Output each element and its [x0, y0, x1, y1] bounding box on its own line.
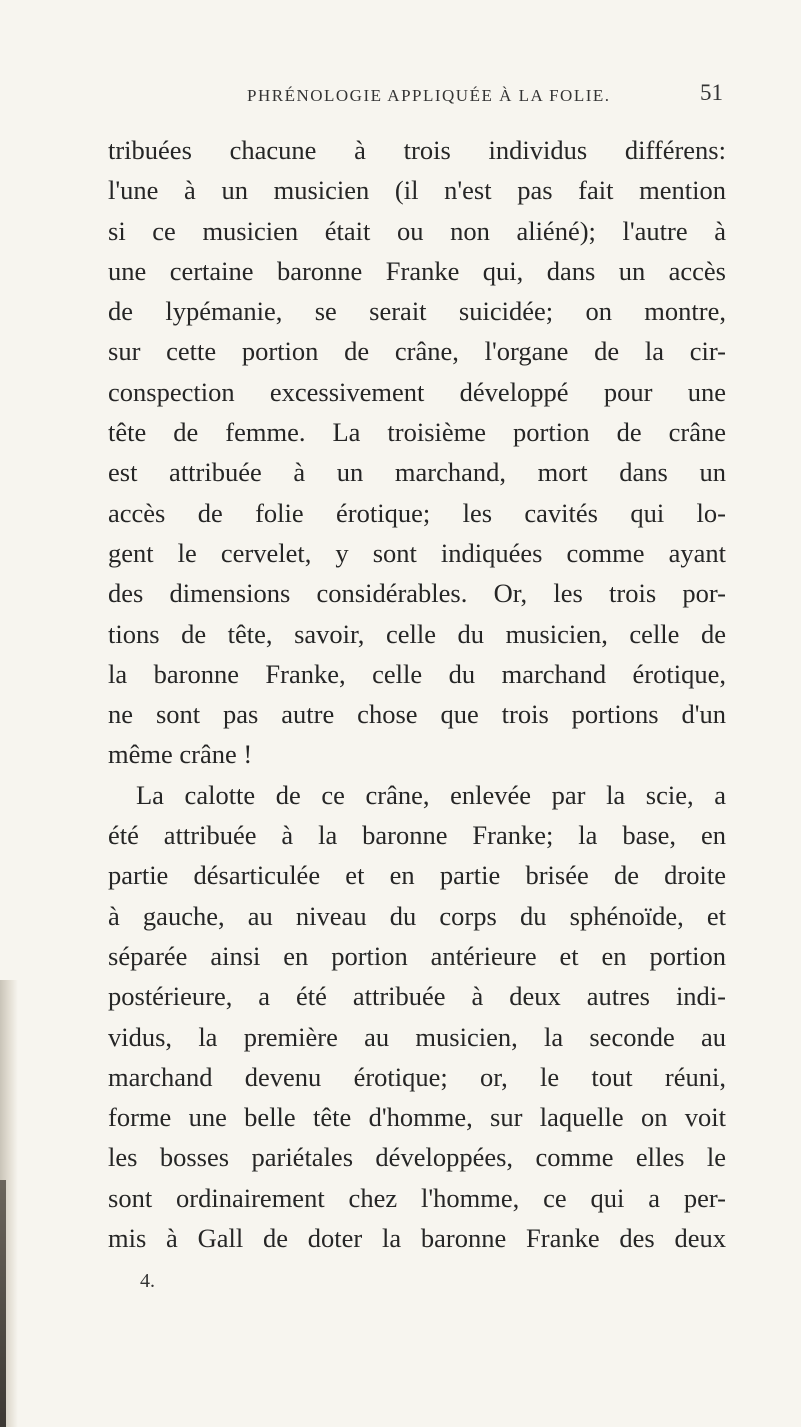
text-line: une certaine baronne Franke qui, dans un accès: [108, 255, 726, 286]
text-line: postérieure, a été attribuée à deux autres indi-: [108, 981, 726, 1012]
text-line: de lypémanie, se serait suicidée; on montre,: [108, 296, 726, 327]
text-line: l'une à un musicien (il n'est pas fait mention: [108, 175, 726, 206]
text-line: sont ordinairement chez l'homme, ce qui a per-: [108, 1182, 726, 1213]
page-number: 51: [700, 80, 723, 105]
text-line: gent le cervelet, y sont indiquées comme ayant: [108, 537, 726, 568]
text-line: si ce musicien était ou non aliéné); l'autre à: [108, 215, 726, 246]
text-line: tions de tête, savoir, celle du musicien, celle de: [108, 618, 726, 649]
text-line: des dimensions considérables. Or, les trois por-: [108, 578, 726, 609]
text-line: tête de femme. La troisième portion de crâne: [108, 417, 726, 448]
text-line: ne sont pas autre chose que trois portions d'un: [108, 699, 726, 730]
binding-edge: [0, 1180, 6, 1427]
signature-mark: 4.: [140, 1270, 155, 1292]
body-text: [108, 130, 726, 1258]
text-line: accès de folie érotique; les cavités qui lo-: [108, 497, 726, 528]
text-line: tribuées chacune à trois individus différens:: [108, 135, 726, 165]
text-line: partie désarticulée et en partie brisée de droite: [108, 860, 726, 891]
text-line: même crâne !: [108, 739, 253, 770]
text-line: conspection excessivement développé pour une: [108, 376, 726, 407]
text-line: mis à Gall de doter la baronne Franke des deux: [108, 1223, 726, 1254]
text-line: séparée ainsi en portion antérieure et en portion: [108, 940, 726, 971]
text-line: à gauche, au niveau du corps du sphénoïde, et: [108, 900, 726, 931]
text-line: vidus, la première au musicien, la seconde au: [108, 1021, 726, 1052]
text-line: les bosses pariétales développées, comme elles le: [108, 1142, 726, 1173]
text-line: la baronne Franke, celle du marchand érotique,: [108, 658, 726, 689]
running-head: PHRÉNOLOGIE APPLIQUÉE À LA FOLIE.: [247, 86, 611, 105]
text-line: La calotte de ce crâne, enlevée par la scie, a: [136, 779, 726, 810]
text-line: est attribuée à un marchand, mort dans un: [108, 457, 726, 488]
text-line: sur cette portion de crâne, l'organe de la cir-: [108, 336, 726, 367]
text-line: été attribuée à la baronne Franke; la base, en: [108, 820, 726, 851]
text-line: marchand devenu érotique; or, le tout réuni,: [108, 1061, 726, 1092]
text-line: forme une belle tête d'homme, sur laquelle on voit: [108, 1102, 726, 1133]
